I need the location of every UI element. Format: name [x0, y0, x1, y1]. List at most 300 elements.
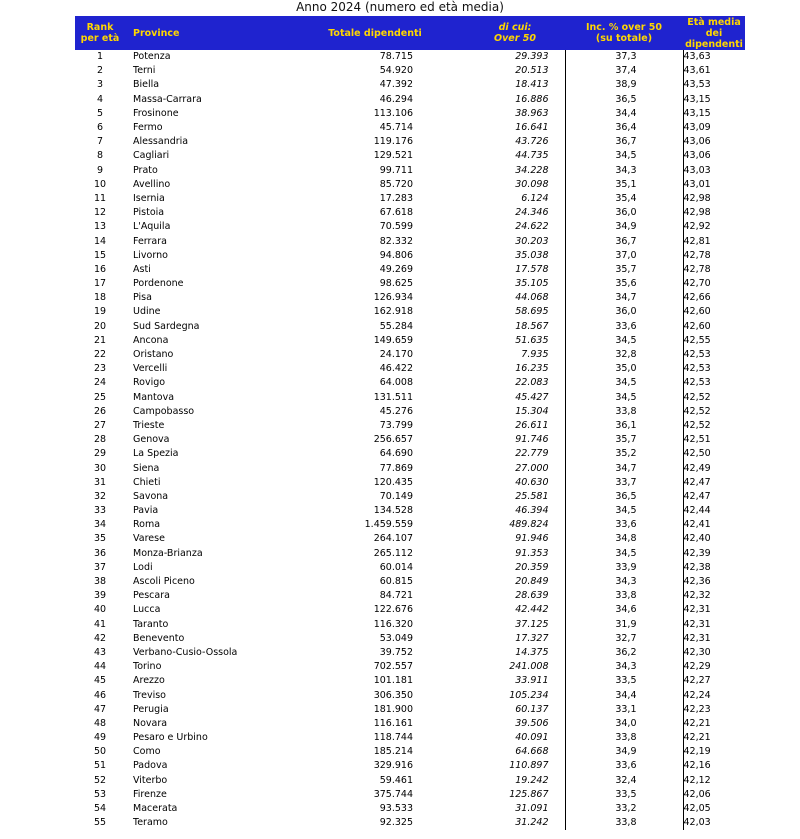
table-row [75, 50, 745, 64]
cell-totale: 131.511 [373, 391, 413, 403]
cell-totale: 181.900 [373, 703, 413, 715]
cell-over50: 125.867 [509, 788, 549, 800]
cell-totale: 134.528 [373, 505, 413, 517]
cell-province: Massa-Carrara [133, 93, 202, 105]
cell-totale: 265.112 [373, 547, 413, 559]
cell-over50: 16.886 [515, 93, 549, 105]
cell-inc-pct: 33,1 [565, 703, 683, 717]
cell-rank: 27 [93, 419, 107, 431]
table-row [75, 206, 745, 220]
cell-province: Pistoia [133, 207, 165, 219]
cell-over50: 64.668 [515, 746, 549, 758]
cell-province: Isernia [133, 192, 165, 204]
cell-totale: 98.625 [379, 278, 413, 290]
cell-eta-media: 42,50 [683, 447, 745, 461]
cell-over50: 38.963 [515, 107, 549, 119]
cell-eta-media: 42,44 [683, 504, 745, 518]
cell-totale: 120.435 [373, 476, 413, 488]
cell-eta-media: 42,31 [683, 632, 745, 646]
table-row [75, 149, 745, 163]
cell-rank: 14 [93, 235, 107, 247]
table-row [75, 745, 745, 759]
cell-rank: 53 [93, 788, 107, 800]
cell-rank: 18 [93, 292, 107, 304]
cell-over50: 91.946 [515, 533, 549, 545]
cell-eta-media: 42,12 [683, 774, 745, 788]
cell-totale: 45.714 [379, 122, 413, 134]
cell-inc-pct: 36,0 [565, 305, 683, 319]
cell-eta-media: 42,98 [683, 192, 745, 206]
cell-province: Viterbo [133, 774, 168, 786]
cell-totale: 119.176 [373, 136, 413, 148]
cell-totale: 1.459.559 [364, 519, 413, 531]
table-row [75, 618, 745, 632]
cell-totale: 702.557 [373, 661, 413, 673]
cell-eta-media: 43,06 [683, 135, 745, 149]
table-row [75, 433, 745, 447]
cell-over50: 44.068 [515, 292, 549, 304]
cell-rank: 33 [93, 505, 107, 517]
cell-rank: 37 [93, 561, 107, 573]
cell-province: Pavia [133, 505, 159, 517]
cell-over50: 105.234 [509, 689, 549, 701]
cell-eta-media: 42,98 [683, 206, 745, 220]
cell-inc-pct: 34,6 [565, 603, 683, 617]
cell-inc-pct: 36,2 [565, 646, 683, 660]
cell-over50: 28.639 [515, 590, 549, 602]
cell-over50: 37.125 [515, 618, 549, 630]
cell-over50: 51.635 [515, 334, 549, 346]
cell-eta-media: 43,61 [683, 64, 745, 78]
cell-rank: 52 [93, 774, 107, 786]
cell-province: Udine [133, 306, 161, 318]
cell-eta-media: 43,53 [683, 78, 745, 92]
cell-rank: 19 [93, 306, 107, 318]
cell-province: L'Aquila [133, 221, 171, 233]
cell-eta-media: 42,27 [683, 674, 745, 688]
cell-totale: 93.533 [379, 803, 413, 815]
cell-eta-media: 42,38 [683, 561, 745, 575]
cell-inc-pct: 35,6 [565, 277, 683, 291]
cell-inc-pct: 35,7 [565, 263, 683, 277]
header-inc [565, 16, 683, 50]
cell-province: Pordenone [133, 278, 184, 290]
cell-province: Benevento [133, 632, 185, 644]
table-row [75, 234, 745, 248]
cell-province: Perugia [133, 703, 169, 715]
cell-province: Trieste [133, 419, 165, 431]
cell-province: Siena [133, 462, 160, 474]
cell-eta-media: 42,78 [683, 263, 745, 277]
cell-province: Pisa [133, 292, 152, 304]
cell-eta-media: 42,81 [683, 234, 745, 248]
table-row [75, 376, 745, 390]
cell-province: Prato [133, 164, 158, 176]
cell-over50: 30.203 [515, 235, 549, 247]
cell-eta-media: 43,01 [683, 178, 745, 192]
cell-totale: 264.107 [373, 533, 413, 545]
cell-rank: 40 [93, 604, 107, 616]
table-row [75, 518, 745, 532]
cell-rank: 35 [93, 533, 107, 545]
cell-rank: 43 [93, 646, 107, 658]
table-row [75, 660, 745, 674]
province-age-table-container [75, 16, 745, 830]
cell-province: Firenze [133, 788, 167, 800]
cell-province: Macerata [133, 803, 178, 815]
cell-inc-pct: 35,1 [565, 178, 683, 192]
cell-eta-media: 42,53 [683, 348, 745, 362]
cell-rank: 23 [93, 363, 107, 375]
table-row [75, 362, 745, 376]
cell-inc-pct: 33,6 [565, 518, 683, 532]
cell-eta-media: 42,52 [683, 419, 745, 433]
cell-rank: 36 [93, 547, 107, 559]
cell-inc-pct: 34,4 [565, 688, 683, 702]
table-row [75, 320, 745, 334]
cell-rank: 16 [93, 263, 107, 275]
table-row [75, 703, 745, 717]
cell-rank: 30 [93, 462, 107, 474]
cell-totale: 64.690 [379, 448, 413, 460]
cell-over50: 19.242 [515, 774, 549, 786]
table-row [75, 121, 745, 135]
table-row [75, 632, 745, 646]
cell-totale: 99.711 [379, 164, 413, 176]
cell-rank: 29 [93, 448, 107, 460]
cell-over50: 22.083 [515, 377, 549, 389]
cell-eta-media: 42,53 [683, 362, 745, 376]
cell-eta-media: 42,39 [683, 547, 745, 561]
cell-rank: 48 [93, 717, 107, 729]
table-row [75, 405, 745, 419]
cell-over50: 31.242 [515, 817, 549, 829]
cell-totale: 329.916 [373, 760, 413, 772]
cell-province: Biella [133, 79, 160, 91]
cell-over50: 45.427 [515, 391, 549, 403]
cell-over50: 7.935 [521, 349, 549, 361]
cell-rank: 45 [93, 675, 107, 687]
cell-province: Livorno [133, 249, 168, 261]
cell-inc-pct: 34,8 [565, 532, 683, 546]
cell-totale: 116.320 [373, 618, 413, 630]
cell-eta-media: 43,15 [683, 107, 745, 121]
cell-rank: 11 [93, 192, 107, 204]
cell-eta-media: 43,06 [683, 149, 745, 163]
cell-inc-pct: 36,7 [565, 135, 683, 149]
table-caption: Anno 2024 (numero ed età media) [296, 0, 504, 14]
cell-rank: 55 [93, 817, 107, 829]
cell-eta-media: 42,21 [683, 731, 745, 745]
cell-eta-media: 42,31 [683, 618, 745, 632]
header-eta [683, 16, 745, 50]
cell-totale: 46.422 [379, 363, 413, 375]
table-row [75, 107, 745, 121]
cell-eta-media: 42,47 [683, 476, 745, 490]
cell-province: Rovigo [133, 377, 166, 389]
cell-eta-media: 42,60 [683, 320, 745, 334]
cell-inc-pct: 37,3 [565, 50, 683, 64]
cell-inc-pct: 34,0 [565, 717, 683, 731]
cell-totale: 256.657 [373, 434, 413, 446]
cell-rank: 31 [93, 476, 107, 488]
cell-rank: 42 [93, 632, 107, 644]
table-row [75, 731, 745, 745]
province-age-table [75, 16, 745, 830]
cell-eta-media: 42,30 [683, 646, 745, 660]
cell-inc-pct: 32,8 [565, 348, 683, 362]
cell-totale: 70.149 [379, 490, 413, 502]
cell-over50: 91.746 [515, 434, 549, 446]
cell-eta-media: 42,52 [683, 391, 745, 405]
cell-over50: 16.641 [515, 122, 549, 134]
cell-totale: 45.276 [379, 405, 413, 417]
table-row [75, 135, 745, 149]
cell-rank: 49 [93, 732, 107, 744]
cell-over50: 24.622 [515, 221, 549, 233]
cell-over50: 34.228 [515, 164, 549, 176]
cell-eta-media: 42,19 [683, 745, 745, 759]
cell-totale: 17.283 [379, 192, 413, 204]
table-row [75, 802, 745, 816]
cell-over50: 20.513 [515, 65, 549, 77]
header-over50-line1: di cui: [498, 22, 532, 33]
cell-totale: 60.014 [379, 561, 413, 573]
cell-rank: 41 [93, 618, 107, 630]
cell-totale: 60.815 [379, 576, 413, 588]
cell-inc-pct: 31,9 [565, 618, 683, 632]
cell-eta-media: 42,41 [683, 518, 745, 532]
cell-eta-media: 43,03 [683, 164, 745, 178]
cell-inc-pct: 32,7 [565, 632, 683, 646]
cell-province: Taranto [133, 618, 169, 630]
cell-inc-pct: 33,2 [565, 802, 683, 816]
cell-inc-pct: 34,5 [565, 149, 683, 163]
cell-province: Lucca [133, 604, 161, 616]
cell-province: Potenza [133, 51, 171, 63]
cell-totale: 73.799 [379, 419, 413, 431]
cell-rank: 7 [96, 136, 104, 148]
cell-inc-pct: 34,4 [565, 107, 683, 121]
cell-rank: 12 [93, 207, 107, 219]
cell-province: Varese [133, 533, 165, 545]
cell-eta-media: 42,51 [683, 433, 745, 447]
cell-totale: 118.744 [373, 732, 413, 744]
cell-province: Vercelli [133, 363, 168, 375]
cell-rank: 50 [93, 746, 107, 758]
cell-totale: 55.284 [379, 320, 413, 332]
cell-rank: 13 [93, 221, 107, 233]
cell-over50: 15.304 [515, 405, 549, 417]
cell-totale: 116.161 [373, 717, 413, 729]
cell-province: Treviso [133, 689, 166, 701]
cell-inc-pct: 33,7 [565, 476, 683, 490]
header-rank-line2: per età [80, 33, 120, 44]
cell-province: Sud Sardegna [133, 320, 200, 332]
cell-over50: 42.442 [515, 604, 549, 616]
cell-province: Ferrara [133, 235, 167, 247]
cell-over50: 40.630 [515, 476, 549, 488]
cell-inc-pct: 34,7 [565, 461, 683, 475]
cell-over50: 16.235 [515, 363, 549, 375]
cell-province: Verbano-Cusio-Ossola [133, 646, 238, 658]
cell-totale: 84.721 [379, 590, 413, 602]
cell-province: Torino [133, 661, 162, 673]
cell-eta-media: 42,70 [683, 277, 745, 291]
cell-totale: 94.806 [379, 249, 413, 261]
table-row [75, 774, 745, 788]
cell-totale: 53.049 [379, 632, 413, 644]
cell-inc-pct: 36,5 [565, 490, 683, 504]
cell-inc-pct: 38,9 [565, 78, 683, 92]
cell-inc-pct: 35,0 [565, 362, 683, 376]
cell-totale: 39.752 [379, 646, 413, 658]
table-body [75, 50, 745, 830]
cell-province: La Spezia [133, 448, 179, 460]
cell-over50: 30.098 [515, 178, 549, 190]
cell-eta-media: 42,31 [683, 603, 745, 617]
cell-rank: 1 [96, 51, 104, 63]
cell-eta-media: 42,52 [683, 405, 745, 419]
cell-over50: 27.000 [515, 462, 549, 474]
cell-inc-pct: 34,3 [565, 164, 683, 178]
cell-inc-pct: 36,4 [565, 121, 683, 135]
cell-eta-media: 42,21 [683, 717, 745, 731]
cell-over50: 489.824 [509, 519, 549, 531]
cell-rank: 9 [96, 164, 104, 176]
cell-totale: 185.214 [373, 746, 413, 758]
header-eta-line1: Età media [687, 16, 741, 28]
table-row [75, 277, 745, 291]
cell-inc-pct: 33,6 [565, 320, 683, 334]
header-inc-line2: (su totale) [595, 33, 653, 44]
header-province: Province [125, 16, 285, 50]
cell-eta-media: 43,63 [683, 50, 745, 64]
cell-inc-pct: 36,0 [565, 206, 683, 220]
cell-over50: 17.578 [515, 263, 549, 275]
cell-inc-pct: 37,4 [565, 64, 683, 78]
cell-totale: 82.332 [379, 235, 413, 247]
cell-totale: 49.269 [379, 263, 413, 275]
cell-inc-pct: 34,5 [565, 504, 683, 518]
cell-rank: 8 [96, 150, 104, 162]
cell-rank: 3 [96, 79, 104, 91]
cell-over50: 44.735 [515, 150, 549, 162]
cell-inc-pct: 34,5 [565, 334, 683, 348]
cell-rank: 22 [93, 349, 107, 361]
cell-over50: 18.413 [515, 79, 549, 91]
cell-eta-media: 42,92 [683, 220, 745, 234]
table-row [75, 561, 745, 575]
header-eta-line2: dei dipendenti [685, 27, 743, 50]
cell-totale: 149.659 [373, 334, 413, 346]
cell-over50: 58.695 [515, 306, 549, 318]
header-over50 [465, 16, 565, 50]
cell-inc-pct: 34,5 [565, 391, 683, 405]
cell-over50: 24.346 [515, 207, 549, 219]
cell-inc-pct: 36,7 [565, 234, 683, 248]
cell-rank: 46 [93, 689, 107, 701]
cell-inc-pct: 33,8 [565, 405, 683, 419]
cell-inc-pct: 34,5 [565, 547, 683, 561]
table-row [75, 532, 745, 546]
cell-inc-pct: 35,4 [565, 192, 683, 206]
cell-over50: 25.581 [515, 490, 549, 502]
cell-eta-media: 42,47 [683, 490, 745, 504]
cell-over50: 46.394 [515, 505, 549, 517]
cell-rank: 24 [93, 377, 107, 389]
cell-totale: 101.181 [373, 675, 413, 687]
table-row [75, 688, 745, 702]
cell-over50: 40.091 [515, 732, 549, 744]
cell-province: Cagliari [133, 150, 170, 162]
cell-eta-media: 43,15 [683, 93, 745, 107]
cell-rank: 54 [93, 803, 107, 815]
header-over50-line2: Over 50 [494, 33, 536, 44]
cell-province: Genova [133, 434, 170, 446]
table-row [75, 547, 745, 561]
table-row [75, 461, 745, 475]
cell-over50: 241.008 [509, 661, 549, 673]
table-row [75, 717, 745, 731]
table-row [75, 674, 745, 688]
cell-totale: 67.618 [379, 207, 413, 219]
cell-eta-media: 42,53 [683, 376, 745, 390]
cell-over50: 39.506 [515, 717, 549, 729]
cell-inc-pct: 32,4 [565, 774, 683, 788]
cell-eta-media: 42,49 [683, 461, 745, 475]
cell-rank: 32 [93, 490, 107, 502]
cell-totale: 46.294 [379, 93, 413, 105]
table-row [75, 447, 745, 461]
cell-inc-pct: 37,0 [565, 249, 683, 263]
cell-totale: 113.106 [373, 107, 413, 119]
cell-province: Terni [133, 65, 156, 77]
cell-province: Alessandria [133, 136, 189, 148]
cell-totale: 126.934 [373, 292, 413, 304]
table-row [75, 334, 745, 348]
cell-rank: 25 [93, 391, 107, 403]
cell-province: Mantova [133, 391, 175, 403]
table-row [75, 816, 745, 830]
cell-eta-media: 42,32 [683, 589, 745, 603]
header-inc-line1: Inc. % over 50 [585, 22, 663, 33]
cell-inc-pct: 34,7 [565, 291, 683, 305]
cell-over50: 22.779 [515, 448, 549, 460]
cell-rank: 17 [93, 278, 107, 290]
table-row [75, 589, 745, 603]
table-row [75, 93, 745, 107]
cell-over50: 20.359 [515, 561, 549, 573]
cell-totale: 24.170 [379, 349, 413, 361]
table-row [75, 504, 745, 518]
cell-inc-pct: 33,8 [565, 731, 683, 745]
cell-inc-pct: 33,5 [565, 674, 683, 688]
cell-totale: 92.325 [379, 817, 413, 829]
cell-province: Padova [133, 760, 168, 772]
table-header [75, 16, 745, 50]
cell-over50: 20.849 [515, 576, 549, 588]
cell-over50: 110.897 [509, 760, 549, 772]
table-row [75, 220, 745, 234]
cell-province: Asti [133, 263, 151, 275]
cell-totale: 162.918 [373, 306, 413, 318]
cell-province: Pescara [133, 590, 170, 602]
cell-totale: 122.676 [373, 604, 413, 616]
cell-rank: 21 [93, 334, 107, 346]
cell-eta-media: 43,09 [683, 121, 745, 135]
cell-inc-pct: 34,9 [565, 745, 683, 759]
